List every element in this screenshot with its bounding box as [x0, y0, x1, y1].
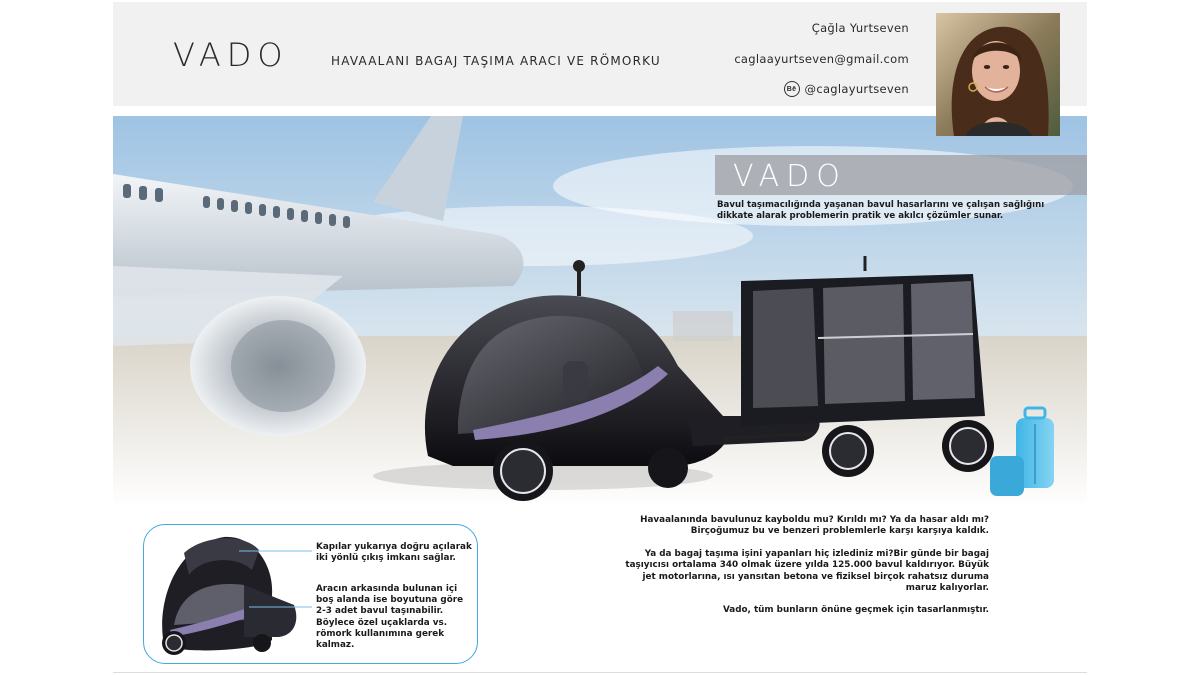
designer-email[interactable]: caglaayurtseven@gmail.com — [734, 52, 909, 66]
vado-description: Bavul taşımacılığında yaşanan bavul hasarlarını ve çalışan sağlığını dikkate alarak problemerin pratik ve akılcı çözümler sunar. — [717, 200, 1045, 221]
vado-banner-title: VADO — [733, 159, 847, 194]
brand-title: VADO — [173, 36, 289, 74]
behance-icon: Bē — [784, 81, 800, 97]
door-callout — [143, 524, 478, 664]
problem-statement — [614, 515, 989, 628]
behance-handle: @caglayurtseven — [804, 82, 909, 96]
designer-portrait — [936, 13, 1060, 136]
designer-name: Çağla Yurtseven — [811, 21, 909, 35]
callout-doors-text: Kapılar yukarıya doğru açılarak iki yönlü çıkış imkanı sağlar. — [316, 542, 472, 564]
project-subtitle: HAVAALANI BAGAJ TAŞIMA ARACI VE RÖMORKU — [331, 54, 661, 68]
behance-link[interactable] — [784, 81, 909, 97]
problem-paragraph-2: Ya da bagaj taşıma işini yapanları hiç izlediniz mi?Bir günde bir bagaj taşıyıcısı ortalama 340 olmak üzere yılda 125.000 bavul kaldırıyor. Büyük jet motorlarına, ısı yansıtan betona ve fiziksel birçok rahatsız duruma maruz kalıyorlar. — [625, 548, 989, 594]
callout-storage-text: Aracın arkasında bulunan içi boş alanda ise boyutuna göre 2-3 adet bavul taşınabilir. Böylece özel uçaklarda vs. römork kullanımına gerek kalmaz. — [316, 584, 464, 651]
bottom-divider — [113, 672, 1087, 673]
problem-paragraph-1: Havaalanında bavulunuz kayboldu mu? Kırıldı mı? Ya da hasar aldı mı? Birçoğumuz bu ve benzeri problemlerle karşı karşıya kaldık. — [640, 515, 989, 537]
vado-banner — [715, 155, 1087, 195]
problem-paragraph-3: Vado, tüm bunların önüne geçmek için tasarlanmıştır. — [722, 605, 989, 616]
